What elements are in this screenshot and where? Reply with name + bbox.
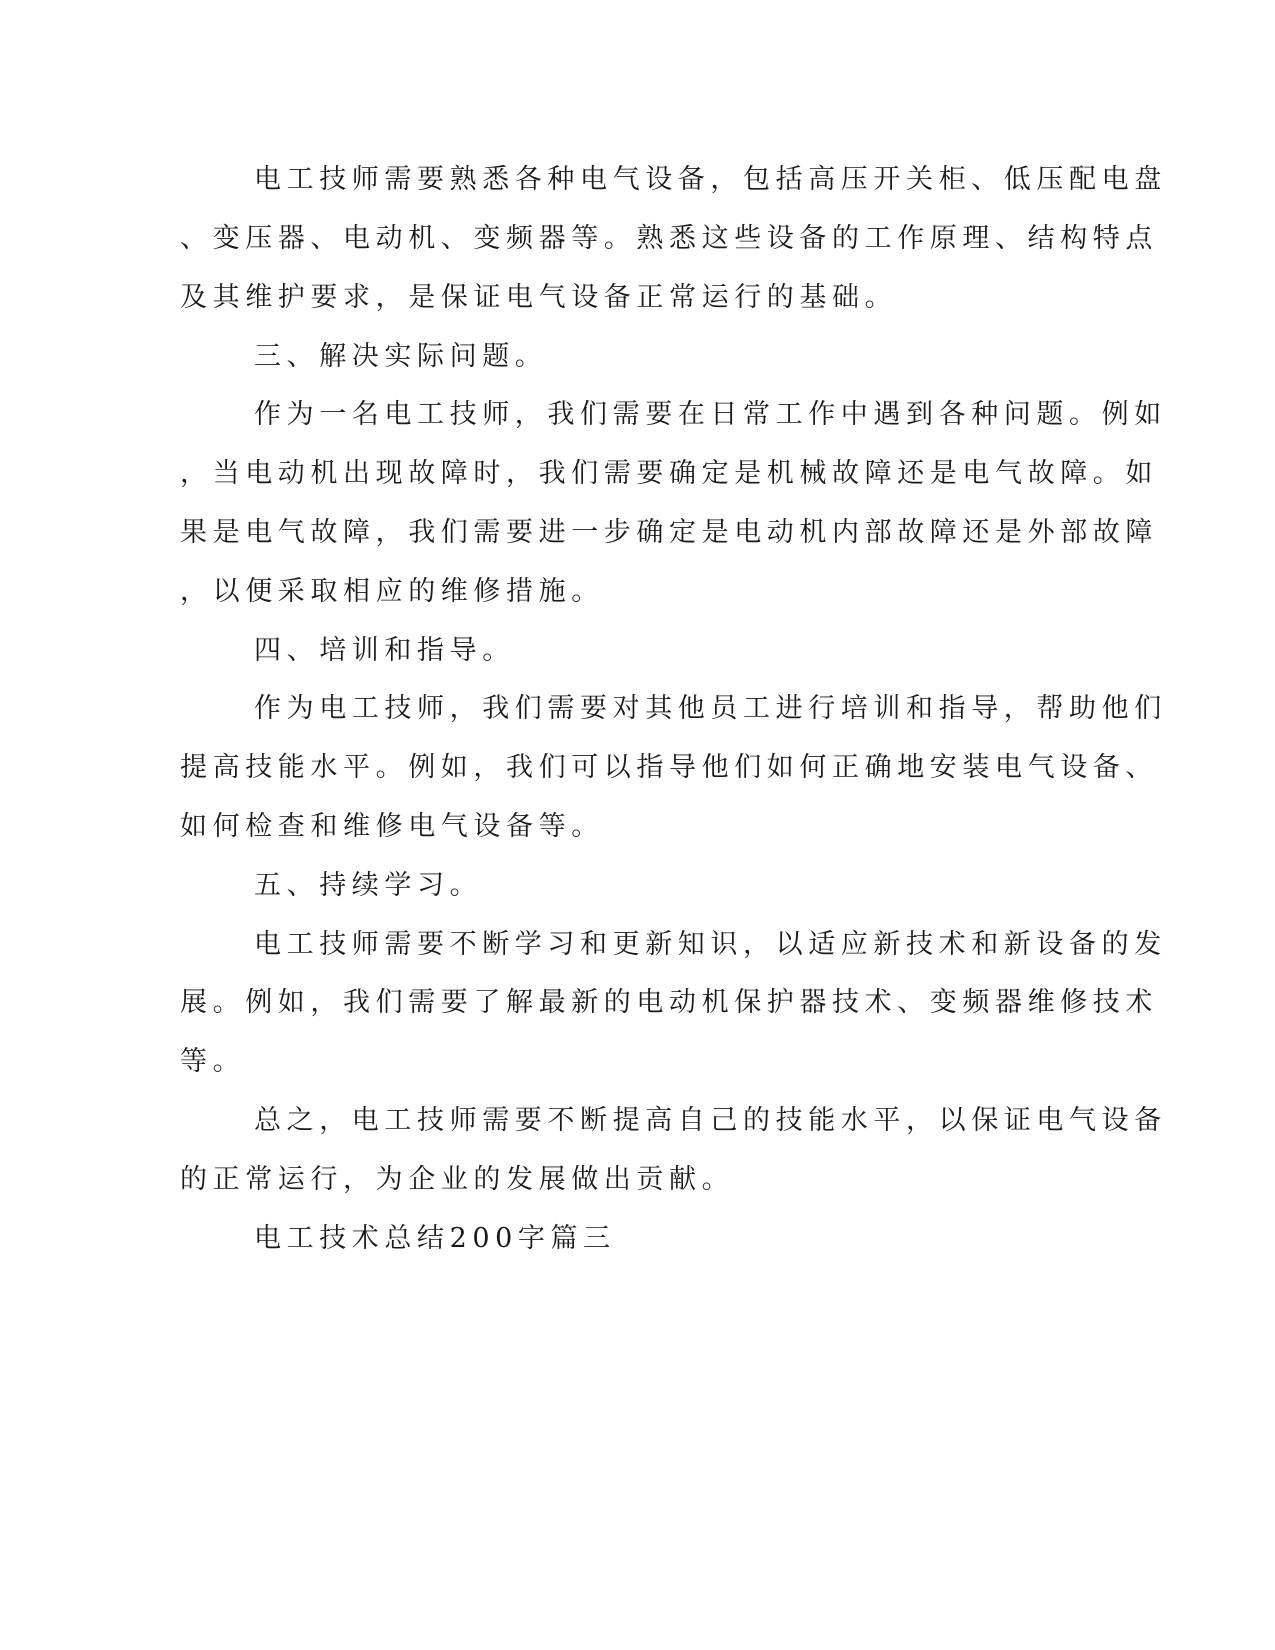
paragraph-line: ，当电动机出现故障时，我们需要确定是机械故障还是电气故障。如 [180, 458, 1158, 489]
paragraph-line: 果是电气故障，我们需要进一步确定是电动机内部故障还是外部故障 [180, 517, 1158, 548]
section-title: 电工技术总结200字篇三 [254, 1223, 616, 1254]
paragraph-line: 总之，电工技师需要不断提高自己的技能水平，以保证电气设备 [254, 1105, 1167, 1136]
paragraph-line: 、变压器、电动机、变频器等。熟悉这些设备的工作原理、结构特点 [180, 223, 1158, 254]
section-heading: 四、培训和指导。 [254, 635, 515, 666]
paragraph-line: 电工技师需要不断学习和更新知识，以适应新技术和新设备的发 [254, 929, 1167, 960]
section-heading: 五、持续学习。 [254, 870, 483, 901]
paragraph-line: 作为一名电工技师，我们需要在日常工作中遇到各种问题。例如 [254, 399, 1167, 430]
section-heading: 三、解决实际问题。 [254, 341, 548, 372]
paragraph-line: 提高技能水平。例如，我们可以指导他们如何正确地安装电气设备、 [180, 752, 1158, 783]
paragraph-line: 及其维护要求，是保证电气设备正常运行的基础。 [180, 282, 898, 313]
paragraph-line: 的正常运行，为企业的发展做出贡献。 [180, 1164, 735, 1195]
paragraph-line: 展。例如，我们需要了解最新的电动机保护器技术、变频器维修技术 [180, 987, 1158, 1018]
paragraph-line: 如何检查和维修电气设备等。 [180, 811, 604, 842]
paragraph-line: 作为电工技师，我们需要对其他员工进行培训和指导，帮助他们 [254, 693, 1167, 724]
paragraph-line: 电工技师需要熟悉各种电气设备，包括高压开关柜、低压配电盘 [254, 164, 1167, 195]
paragraph-line: ，以便采取相应的维修措施。 [180, 576, 604, 607]
paragraph-line: 等。 [180, 1046, 246, 1077]
